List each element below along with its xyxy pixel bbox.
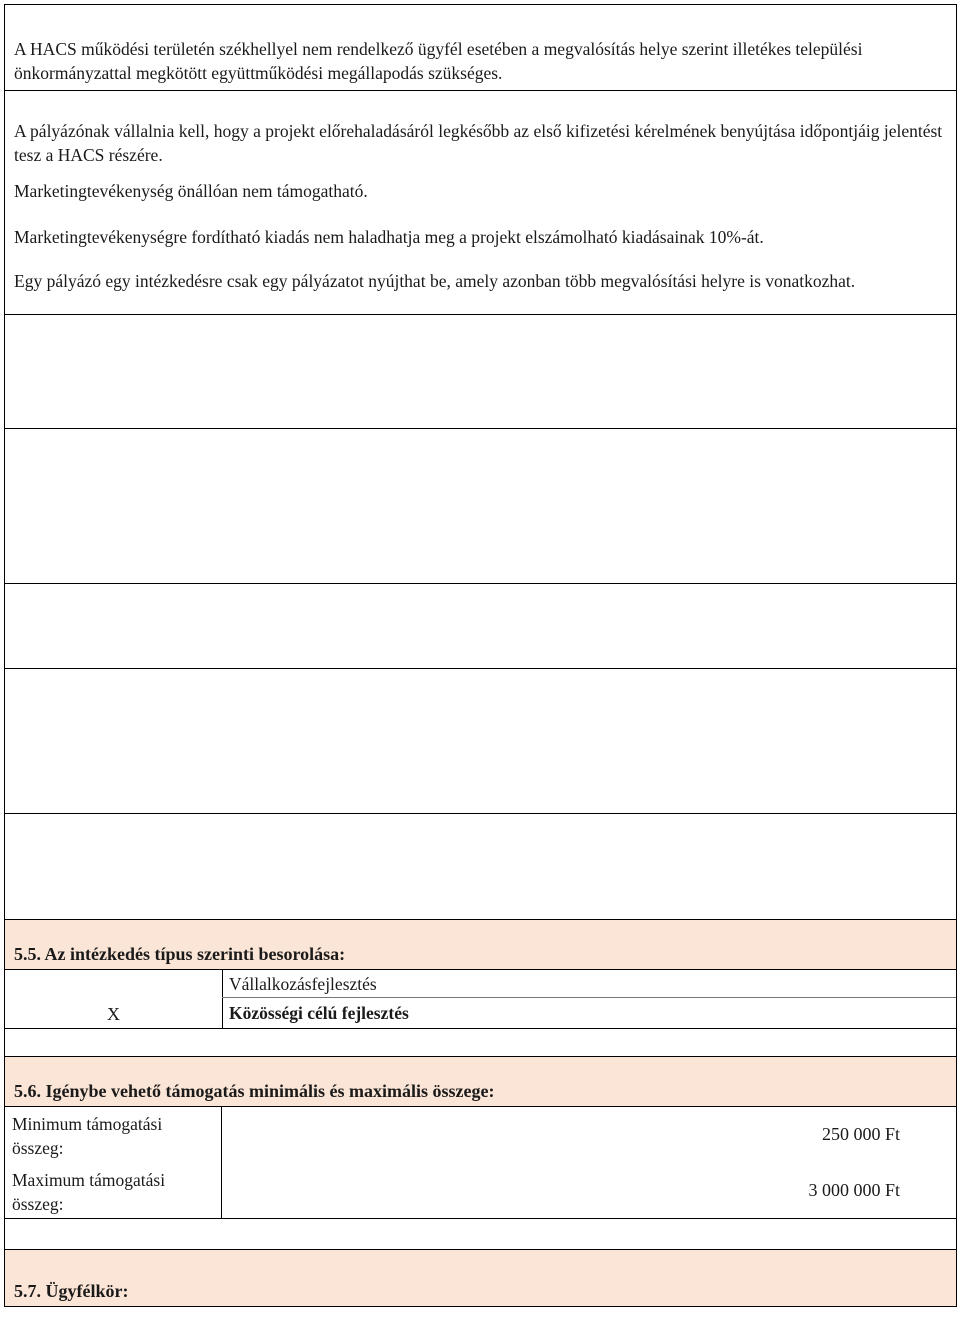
support-amount-table (5, 1107, 956, 1219)
intro-paragraph: A HACS működési területén székhellyel nem rendelkező ügyfél esetében a megvalósítás helye szerint illetékes települési önkormányzattal megkötött együttműködési megállapodás szükséges. (14, 39, 863, 83)
type-option-business: Vállalkozásfejlesztés (229, 974, 377, 994)
minimum-amount-value: 250 000 Ft (821, 1124, 900, 1144)
amount-label-cell (5, 1107, 222, 1219)
condition-report-paragraph: A pályázónak vállalnia kell, hogy a projekt előrehaladásáról legkésőbb az első kifizetési kérelmének benyújtása időpontjáig jelentést tesz a HACS részére. (14, 121, 943, 165)
intro-row (5, 5, 956, 91)
empty-row (5, 315, 956, 429)
support-amount-row (5, 1107, 956, 1219)
section-5-5-header (5, 920, 956, 970)
maximum-amount-label: Maximum támogatási összeg: (12, 1170, 166, 1214)
conditions-row (5, 91, 956, 315)
type-classification-row (5, 970, 956, 1057)
section-5-7-heading: 5.7. Ügyfélkör: (14, 1281, 129, 1301)
empty-row (5, 584, 956, 669)
empty-row (5, 814, 956, 920)
empty-row (5, 1219, 956, 1250)
empty-row (5, 429, 956, 584)
divider (222, 997, 956, 998)
condition-marketing-paragraph: Marketingtevékenység önállóan nem támogatható. (14, 181, 368, 201)
empty-row (5, 669, 956, 814)
selected-mark: X (107, 1004, 120, 1024)
type-option-community: Közösségi célú fejlesztés (229, 1003, 409, 1023)
section-5-7-header (5, 1250, 956, 1306)
type-classification-table (5, 970, 956, 1029)
minimum-amount-label: Minimum támogatási összeg: (12, 1114, 163, 1158)
section-5-5-heading: 5.5. Az intézkedés típus szerinti besorolása: (14, 944, 346, 964)
maximum-amount-value: 3 000 000 Ft (808, 1180, 900, 1200)
condition-marketing-limit-paragraph: Marketingtevékenységre fordítható kiadás nem haladhatja meg a projekt elszámolható kiadásainak 10%-át. (14, 227, 764, 247)
type-mark-cell (5, 970, 223, 1028)
condition-single-application-paragraph: Egy pályázó egy intézkedésre csak egy pályázatot nyújthat be, amely azonban több megvalósítási helyre is vonatkozhat. (14, 271, 856, 291)
section-5-6-heading: 5.6. Igénybe vehető támogatás minimális és maximális összege: (14, 1081, 495, 1101)
document-table (4, 4, 957, 1307)
section-5-6-header (5, 1057, 956, 1107)
